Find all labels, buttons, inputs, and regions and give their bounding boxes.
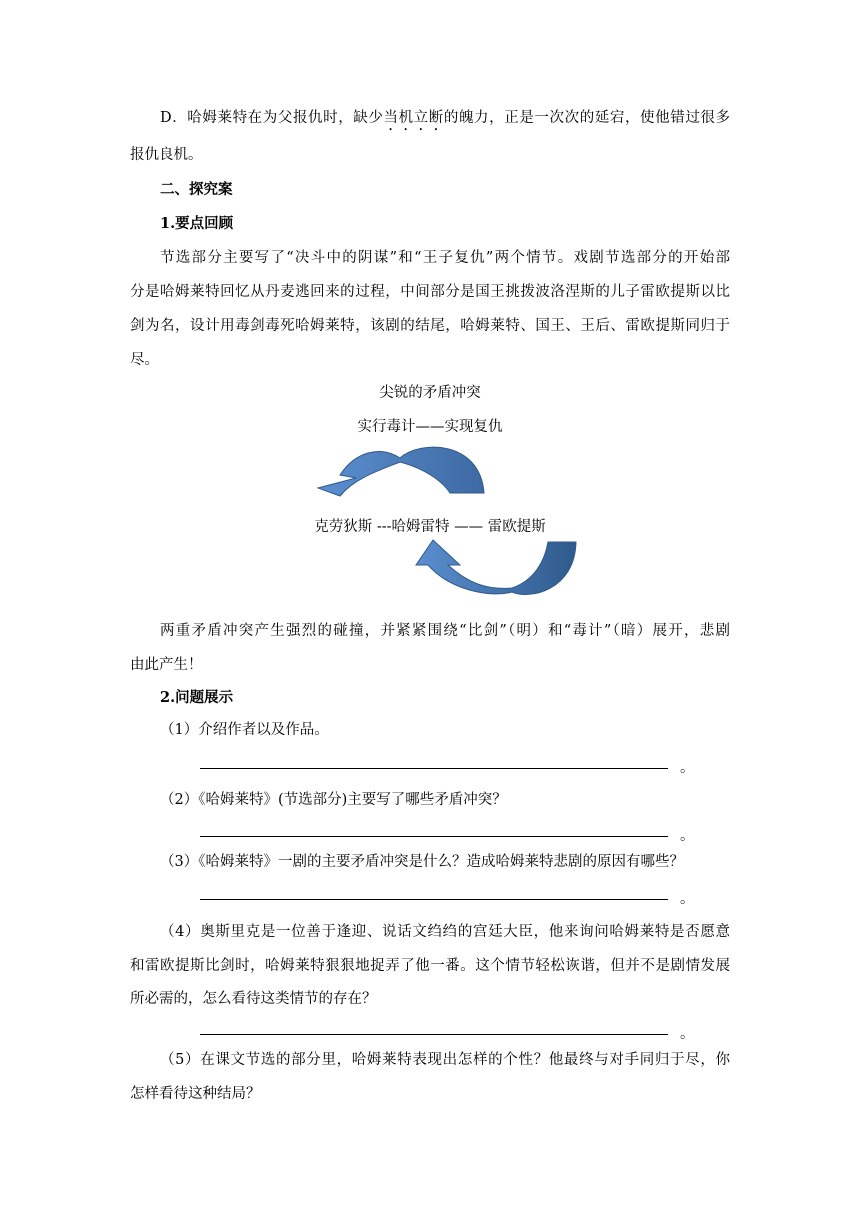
answer-line-2[interactable] bbox=[200, 836, 668, 837]
question-5-line-2: 怎样看待这种结局？ bbox=[130, 1086, 261, 1102]
diagram-title: 尖锐的矛盾冲突 bbox=[379, 385, 481, 401]
review-line-1: 节选部分主要写了“决斗中的阴谋”和“王子复仇”两个情节。戏剧节选部分的开始部 bbox=[160, 250, 730, 266]
question-3: （3）《哈姆莱特》一剧的主要矛盾冲突是什么？造成哈姆莱特悲剧的原因有哪些？ bbox=[160, 854, 684, 870]
question-4-line-3: 所必需的，怎么看待这类情节的存在？ bbox=[130, 991, 377, 1007]
question-2: （2）《哈姆莱特》(节选部分)主要写了哪些矛盾冲突？ bbox=[160, 792, 507, 808]
review-line-3: 剑为名，设计用毒剑毒死哈姆莱特，该剧的结尾，哈姆莱特、国王、王后、雷欧提斯同归于 bbox=[130, 318, 730, 334]
diagram-subtitle: 实行毒计——实现复仇 bbox=[357, 419, 503, 435]
section-title: 二、探究案 bbox=[160, 181, 233, 198]
conflict-line-1: 两重矛盾冲突产生强烈的碰撞，并紧紧围绕“比剑”（明）和“毒计”（暗）展开，悲剧 bbox=[160, 623, 730, 639]
answer-line-4[interactable] bbox=[200, 1034, 668, 1035]
answer-line-1[interactable] bbox=[200, 768, 668, 769]
option-d-line-1: D．哈姆莱特在为父报仇时，缺少当机立断的魄力，正是一次次的延宕，使他错过很多 bbox=[160, 110, 731, 126]
review-heading: 1.要点回顾 bbox=[160, 215, 234, 232]
review-line-2: 分是哈姆莱特回忆从丹麦逃回来的过程，中间部分是国王挑拨波洛涅斯的儿子雷欧提斯以比 bbox=[130, 284, 730, 300]
question-4-line-2: 和雷欧提斯比剑时，哈姆莱特狠狠地捉弄了他一番。这个情节轻松诙谐，但并不是剧情发展 bbox=[130, 958, 730, 974]
question-1: （1）介绍作者以及作品。 bbox=[160, 722, 329, 738]
answer-line-3[interactable] bbox=[200, 899, 668, 900]
emphasis-dots: 当机立断 bbox=[383, 110, 444, 126]
review-line-4: 尽。 bbox=[130, 352, 159, 368]
question-4-line-1: （4）奥斯里克是一位善于逢迎、说话文绉绉的宫廷大臣，他来询问哈姆莱特是否愿意 bbox=[160, 924, 730, 940]
answer-period-4: 。 bbox=[680, 1026, 695, 1042]
upper-arrow-shape bbox=[318, 447, 484, 496]
diagram-characters: 克劳狄斯 ---哈姆雷特 —— 雷欧提斯 bbox=[314, 519, 546, 535]
answer-period-3: 。 bbox=[680, 891, 695, 907]
questions-heading: 2.问题展示 bbox=[160, 689, 234, 706]
option-d-line-2: 报仇良机。 bbox=[130, 147, 203, 163]
lower-arrow-shape bbox=[416, 540, 576, 594]
answer-period-2: 。 bbox=[680, 828, 695, 844]
answer-period-1: 。 bbox=[680, 760, 695, 776]
question-5-line-1: （5）在课文节选的部分里，哈姆莱特表现出怎样的个性？他最终与对手同归于尽，你 bbox=[160, 1052, 730, 1068]
conflict-line-2: 由此产生！ bbox=[130, 657, 203, 673]
